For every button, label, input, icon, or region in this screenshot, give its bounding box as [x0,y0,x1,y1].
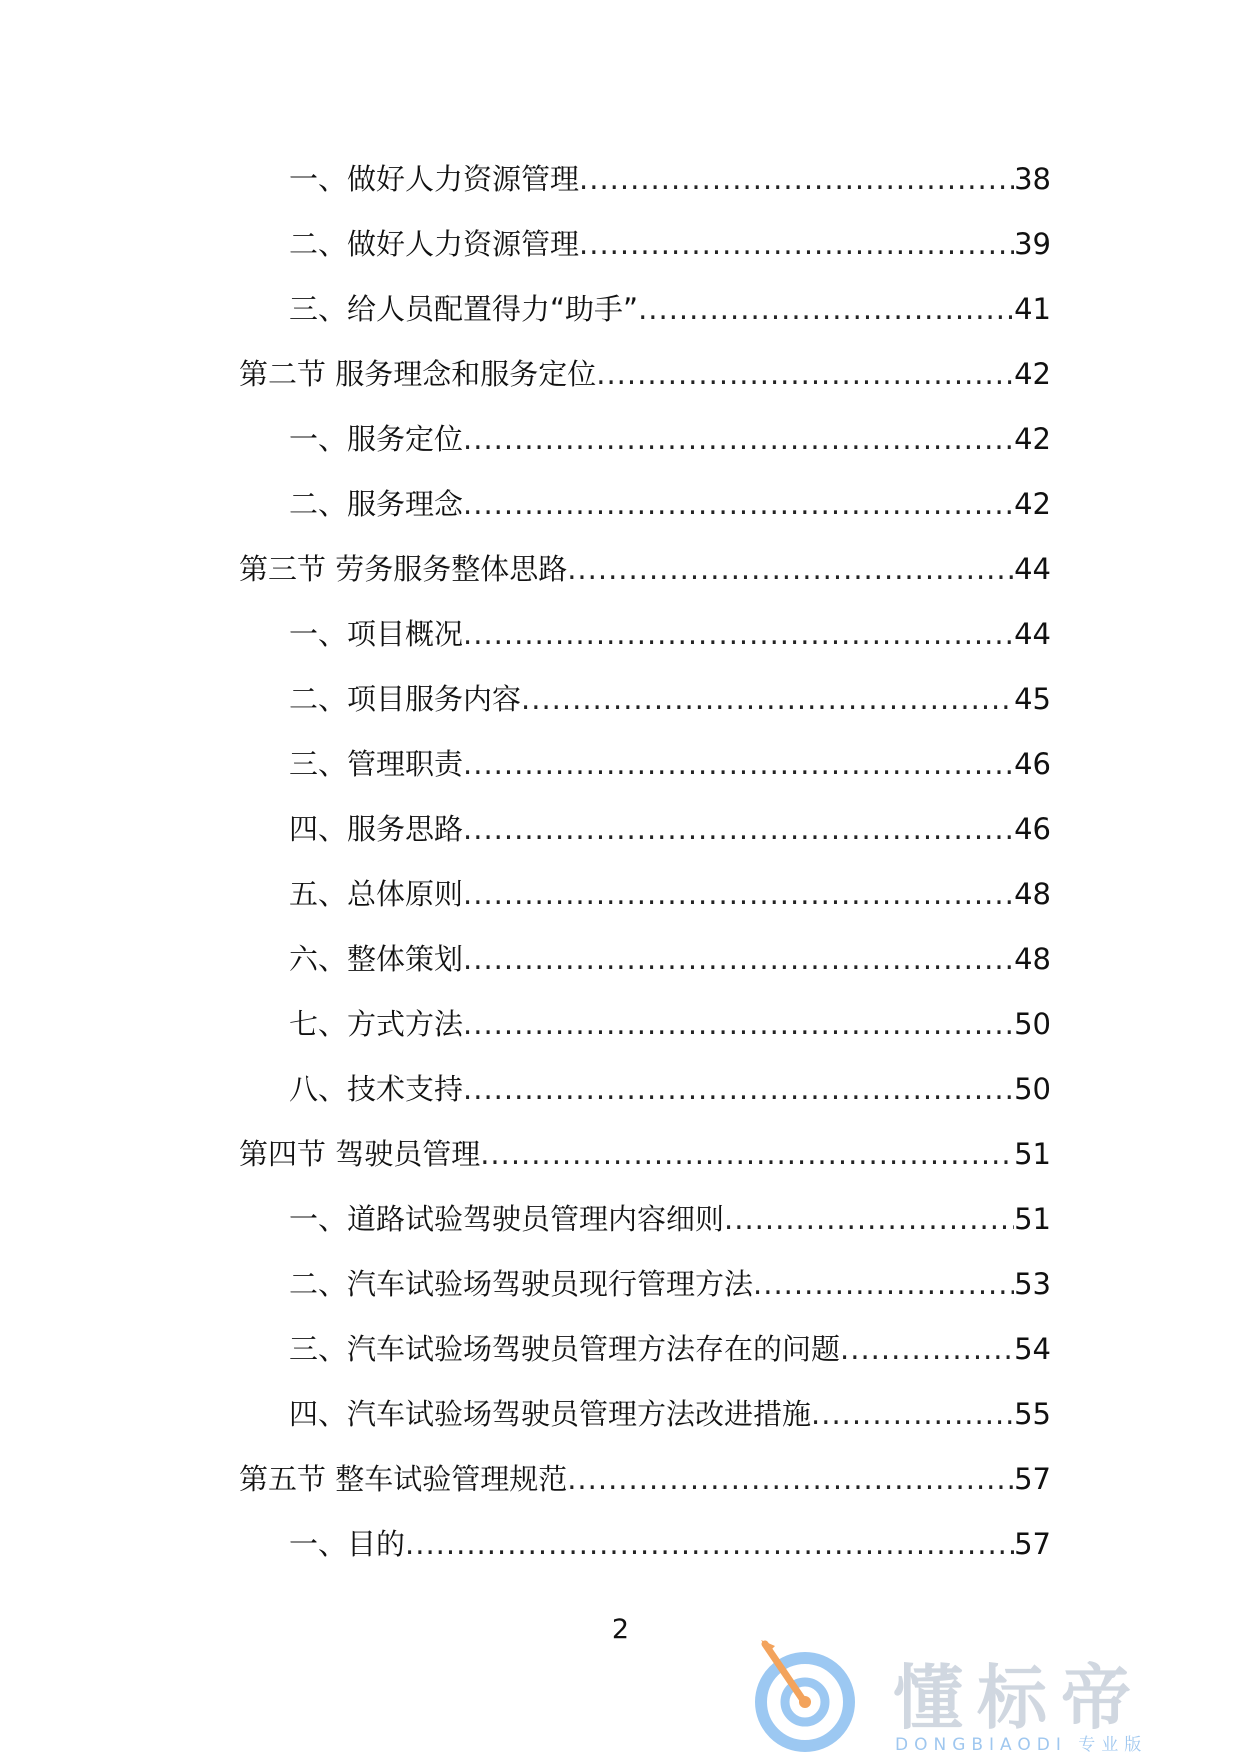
toc-entry-title: 二、汽车试验场驾驶员现行管理方法 [289,1267,754,1301]
toc-dot-leader [638,289,1014,329]
toc-entry-title: 六、整体策划 [289,942,464,976]
page-number: 2 [611,1614,630,1645]
toc-entry-line [289,419,1051,459]
toc-entry-line [289,874,1051,914]
toc-subsection-entry[interactable] [0,1329,1241,1394]
toc-entry-title: 二、项目服务内容 [289,682,522,716]
toc-entry-line [289,744,1051,784]
toc-entry-page: 50 [1014,1072,1051,1106]
toc-subsection-entry[interactable] [0,484,1241,549]
toc-dot-leader [463,874,1014,914]
toc-entry-page: 51 [1014,1137,1051,1171]
toc-dot-leader [840,1329,1014,1369]
toc-entry-page: 54 [1014,1332,1051,1366]
toc-entry-line [289,224,1051,264]
toc-section-entry[interactable] [0,1134,1241,1199]
toc-subsection-entry[interactable] [0,614,1241,679]
toc-dot-leader [579,224,1014,264]
toc-entry-page: 42 [1014,487,1051,521]
toc-entry-line [239,1459,1051,1499]
toc-dot-leader [463,484,1014,524]
toc-subsection-entry[interactable] [0,419,1241,484]
watermark-subtitle: DONGBIAODI 专业版 [895,1735,1148,1755]
toc-entry-title: 三、管理职责 [289,747,464,781]
toc-dot-leader [480,1134,1014,1174]
toc-entry-title: 八、技术支持 [289,1072,464,1106]
toc-section-entry[interactable] [0,1459,1241,1524]
toc-entry-title: 七、方式方法 [289,1007,464,1041]
toc-subsection-entry[interactable] [0,679,1241,744]
toc-subsection-entry[interactable] [0,874,1241,939]
toc-subsection-entry[interactable] [0,1004,1241,1069]
toc-dot-leader [463,419,1014,459]
toc-entry-title: 第四节 驾驶员管理 [239,1137,481,1171]
toc-dot-leader [463,809,1014,849]
toc-section-entry[interactable] [0,549,1241,614]
toc-dot-leader [463,744,1014,784]
toc-dot-leader [463,1069,1014,1109]
toc-dot-leader [596,354,1014,394]
toc-dot-leader [567,1459,1014,1499]
toc-entry-title: 第三节 劳务服务整体思路 [239,552,568,586]
toc-entry-line [289,484,1051,524]
toc-entry-line [289,1394,1051,1434]
toc-entry-title: 四、汽车试验场驾驶员管理方法改进措施 [289,1397,812,1431]
toc-entry-page: 48 [1014,942,1051,976]
target-logo-icon [743,1632,873,1754]
toc-entry-line [289,1069,1051,1109]
toc-entry-title: 一、项目概况 [289,617,464,651]
toc-entry-title: 三、给人员配置得力“助手” [289,292,639,326]
toc-subsection-entry[interactable] [0,939,1241,1004]
table-of-contents [0,159,1241,1589]
toc-entry-page: 39 [1014,227,1051,261]
toc-entry-page: 44 [1014,552,1051,586]
toc-entry-title: 第五节 整车试验管理规范 [239,1462,568,1496]
toc-subsection-entry[interactable] [0,1199,1241,1264]
toc-subsection-entry[interactable] [0,744,1241,809]
toc-entry-title: 四、服务思路 [289,812,464,846]
toc-subsection-entry[interactable] [0,289,1241,354]
toc-entry-page: 42 [1014,357,1051,391]
toc-entry-line [289,939,1051,979]
toc-entry-page: 55 [1014,1397,1051,1431]
toc-entry-line [289,614,1051,654]
toc-entry-page: 44 [1014,617,1051,651]
toc-subsection-entry[interactable] [0,1264,1241,1329]
toc-entry-page: 51 [1014,1202,1051,1236]
toc-subsection-entry[interactable] [0,159,1241,224]
toc-entry-page: 50 [1014,1007,1051,1041]
toc-entry-page: 57 [1014,1462,1051,1496]
toc-subsection-entry[interactable] [0,1524,1241,1589]
toc-subsection-entry[interactable] [0,224,1241,289]
toc-entry-page: 45 [1014,682,1051,716]
toc-dot-leader [521,679,1014,719]
toc-entry-line [289,809,1051,849]
toc-entry-page: 57 [1014,1527,1051,1561]
toc-entry-title: 一、目的 [289,1527,406,1561]
watermark [743,1632,1223,1754]
toc-entry-line [289,1524,1051,1564]
toc-entry-line [289,1199,1051,1239]
toc-entry-page: 48 [1014,877,1051,911]
toc-dot-leader [753,1264,1014,1304]
toc-entry-line [289,1264,1051,1304]
toc-dot-leader [724,1199,1014,1239]
toc-entry-line [289,1004,1051,1044]
toc-entry-title: 二、做好人力资源管理 [289,227,580,261]
toc-dot-leader [811,1394,1014,1434]
toc-entry-title: 三、汽车试验场驾驶员管理方法存在的问题 [289,1332,841,1366]
toc-entry-title: 一、道路试验驾驶员管理内容细则 [289,1202,725,1236]
toc-entry-line [239,549,1051,589]
toc-dot-leader [567,549,1014,589]
toc-entry-title: 一、服务定位 [289,422,464,456]
toc-entry-page: 46 [1014,812,1051,846]
toc-section-entry[interactable] [0,354,1241,419]
toc-entry-title: 五、总体原则 [289,877,464,911]
toc-entry-page: 46 [1014,747,1051,781]
toc-dot-leader [405,1524,1014,1564]
toc-entry-title: 二、服务理念 [289,487,464,521]
toc-entry-page: 41 [1014,292,1051,326]
toc-entry-title: 一、做好人力资源管理 [289,162,580,196]
toc-entry-line [289,289,1051,329]
toc-entry-page: 42 [1014,422,1051,456]
toc-dot-leader [463,614,1014,654]
toc-dot-leader [579,159,1014,199]
toc-entry-line [239,1134,1051,1174]
toc-entry-title: 第二节 服务理念和服务定位 [239,357,597,391]
toc-dot-leader [463,939,1014,979]
toc-entry-page: 53 [1014,1267,1051,1301]
toc-entry-line [289,1329,1051,1369]
toc-entry-line [289,679,1051,719]
toc-dot-leader [463,1004,1014,1044]
toc-subsection-entry[interactable] [0,1069,1241,1134]
watermark-name: 懂标帝 [893,1657,1145,1739]
toc-entry-line [239,354,1051,394]
toc-entry-page: 38 [1014,162,1051,196]
toc-subsection-entry[interactable] [0,809,1241,874]
toc-subsection-entry[interactable] [0,1394,1241,1459]
toc-entry-line [289,159,1051,199]
